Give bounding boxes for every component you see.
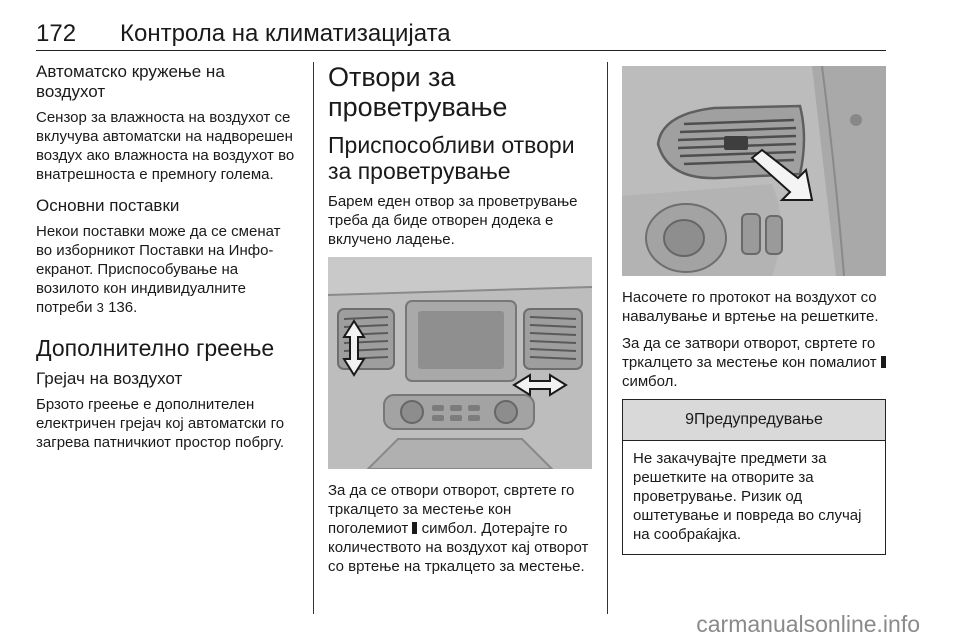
column-divider-left (313, 62, 314, 614)
text-air-heater: Брзото греење е дополнителен електричен грејач кој автоматски го загрева патничкиот простор побргу. (36, 396, 285, 451)
side-vent-illustration (622, 66, 886, 276)
text-close-vent-b: симбол. (622, 373, 678, 390)
page-number: 172 (36, 20, 77, 47)
warning-body (623, 441, 885, 554)
warning-header (623, 400, 885, 441)
page-ref-link[interactable]: 136. (108, 299, 138, 316)
large-symbol-icon (412, 522, 417, 534)
warning-text: Не закачувајте предмети за решетките на отворите за проветрување. Ризик од оштетување и повреда во случај на сообраќајка. (633, 450, 862, 543)
column-right (622, 62, 886, 555)
warning-box (622, 399, 886, 555)
text-open-vent-b: симбол. Дотерајте го количеството на воздухот кај отворот со вртење на тркалцето за местење. (328, 520, 589, 575)
page-header (36, 14, 886, 51)
column-divider-right (607, 62, 608, 614)
text-basic-settings (36, 222, 298, 317)
watermark: carmanualsonline.info (696, 611, 920, 637)
chapter-title: Контрола на климатизацијата (120, 20, 451, 47)
column-middle (328, 62, 592, 584)
text-open-vent-a: За да се отвори отворот, свртете го тркалцето за местење кон поголемиот (328, 482, 575, 537)
warning-icon: 9 (685, 411, 695, 428)
dashboard-vents-illustration (328, 257, 592, 469)
text-close-vent (622, 334, 886, 391)
text-basic-settings-body: Некои поставки може да се сменат во изборникот Поставки на Инфо-екранот. Приспособување на возилото кон индивидуалните потреби (36, 223, 281, 316)
text-open-vent (328, 481, 592, 576)
heading-auto-recirculation: Автоматско кружење на воздухот (36, 62, 225, 101)
heading-basic-settings: Основни поставки (36, 196, 180, 215)
column-left (36, 62, 298, 460)
page-ref-icon: 3 (96, 300, 104, 315)
text-close-vent-a: За да се затвори отворот, свртете го тркалцето за местење кон помалиот (622, 335, 877, 371)
text-vents-intro: Барем еден отвор за проветрување треба да биде отворен додека е вклучено ладење. (328, 193, 578, 248)
small-symbol-icon (881, 356, 886, 368)
warning-title: Предупредување (694, 411, 823, 428)
heading-adjustable-vents: Приспособливи отвори за проветрување (328, 132, 575, 184)
heading-additional-heating: Дополнително греење (36, 335, 275, 361)
heading-air-heater: Грејач на воздухот (36, 369, 183, 388)
text-auto-recirculation: Сензор за влажноста на воздухот се вклучува автоматски на надворешен воздух ако влажноста на воздухот во внатрешноста е премногу голема. (36, 109, 295, 183)
heading-vents: Отвори за проветрување (328, 62, 508, 122)
text-direct-airflow: Насочете го протокот на воздухот со навалување и вртење на решетките. (622, 289, 879, 325)
